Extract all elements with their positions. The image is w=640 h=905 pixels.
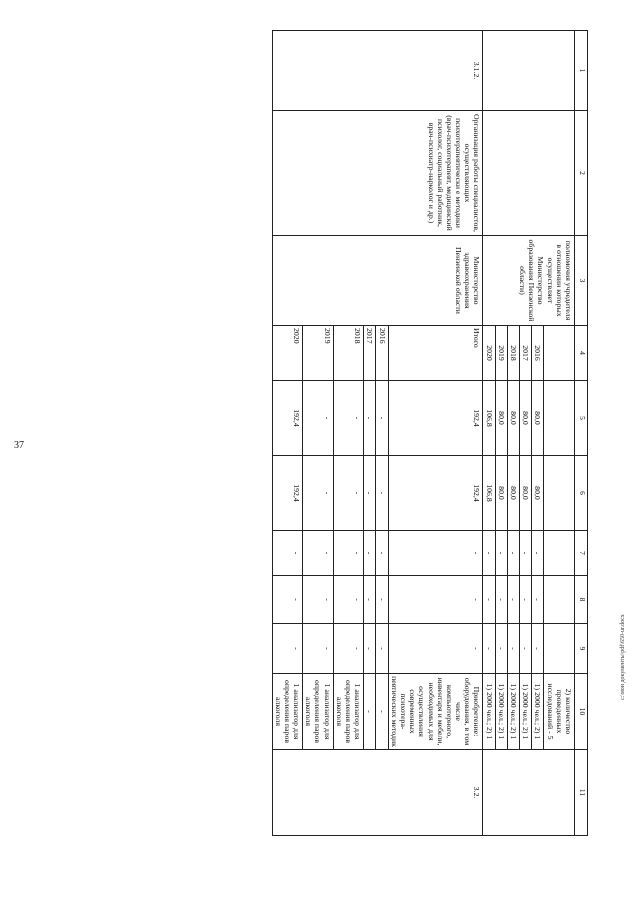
value-cell: - [483, 624, 495, 674]
value-cell: 106,8 [483, 456, 495, 531]
value-cell: - [376, 576, 388, 624]
cont-result-cell: 2) количество проведенных исследований - 5 [544, 674, 575, 750]
result-cell: 1) 2000 чел.; 2) 1 [495, 674, 507, 750]
value-cell: 80,0 [532, 381, 544, 456]
result-cell: - [364, 674, 376, 750]
value-cell: - [483, 531, 495, 576]
value-cell: 192,4 [388, 456, 483, 531]
value-cell: - [333, 456, 364, 531]
header-row [575, 31, 588, 836]
value-cell: - [303, 531, 334, 576]
program-table [272, 30, 588, 836]
value-cell: - [520, 624, 532, 674]
year-cell: 2019 [495, 326, 507, 381]
value-cell: 192,4 [272, 456, 303, 531]
col-1-header: 1 [575, 31, 588, 111]
value-cell: 192,4 [272, 381, 303, 456]
year-cell: 2017 [364, 326, 376, 381]
value-cell: - [532, 624, 544, 674]
value-cell: - [333, 381, 364, 456]
footer-file-path: c:\мои документы\pdf\650-ur.docx [620, 614, 626, 700]
value-cell: - [364, 531, 376, 576]
col-2-header: 2 [575, 111, 588, 236]
value-cell: - [520, 531, 532, 576]
col-5-header: 5 [575, 381, 588, 456]
value-cell: - [507, 531, 519, 576]
value-cell: - [376, 531, 388, 576]
value-cell: 192,4 [388, 381, 483, 456]
value-cell: 80,0 [532, 456, 544, 531]
total-label-cell: Итого [388, 326, 483, 381]
result-cell: - [376, 674, 388, 750]
cont-c6-cell [544, 456, 575, 531]
result-cell: 1) 2000 чел.; 2) 1 [507, 674, 519, 750]
value-cell: - [388, 624, 483, 674]
result-cell: 1 анализатор для определения паров алкоголя [303, 674, 334, 750]
col-4-header: 4 [575, 326, 588, 381]
cont-ref-cell [483, 750, 575, 836]
cont-c5-cell [544, 381, 575, 456]
item-ref-cell: 3.2. [272, 750, 483, 836]
value-cell: 80,0 [495, 456, 507, 531]
value-cell: - [495, 576, 507, 624]
value-cell: 80,0 [495, 381, 507, 456]
result-cell: 1) 2000 чел.; 2) 1 [483, 674, 495, 750]
value-cell: 80,0 [520, 381, 532, 456]
value-cell: - [388, 576, 483, 624]
cont-c9-cell [544, 624, 575, 674]
result-cell: 1 анализатор для определения паров алкоголя [272, 674, 303, 750]
table-row [388, 31, 483, 836]
value-cell: - [303, 576, 334, 624]
year-cell: 2016 [532, 326, 544, 381]
value-cell: - [532, 531, 544, 576]
value-cell: - [272, 624, 303, 674]
cont-name-cell [483, 111, 575, 236]
value-cell: - [364, 624, 376, 674]
value-cell: - [376, 381, 388, 456]
value-cell: - [376, 456, 388, 531]
value-cell: 80,0 [507, 381, 519, 456]
value-cell: - [272, 576, 303, 624]
value-cell: - [532, 576, 544, 624]
result-cell: 1) 2000 чел.; 2) 1 [532, 674, 544, 750]
value-cell: - [376, 624, 388, 674]
year-cell: 2020 [483, 326, 495, 381]
value-cell: - [364, 456, 376, 531]
value-cell: - [303, 624, 334, 674]
page-number: 37 [14, 440, 24, 451]
value-cell: - [272, 531, 303, 576]
year-cell: 2016 [376, 326, 388, 381]
cont-org-cell: полномочия учредителя в отношении которых осуществляет Министерство образования Пензенской области) [483, 236, 575, 326]
result-cell: Приобретение: оборудования, в том числе компьютерного, инвентаря и мебели, необходимых для осуществления современных психотера-певтических методик [388, 674, 483, 750]
year-cell: 2017 [520, 326, 532, 381]
value-cell: - [388, 531, 483, 576]
col-8-header: 8 [575, 576, 588, 624]
table-row [544, 31, 575, 836]
value-cell: - [507, 576, 519, 624]
item-name-cell: Организация работы специалистов, осуществляющих психотерапевтически е методики (врач-психотерапевт, медицинский психолог, социальный работник, врач-психиатр-нарколог и др.) [272, 111, 483, 236]
item-org-cell: Министерство здравоохранения Пензенской области [272, 236, 483, 326]
value-cell: - [333, 531, 364, 576]
cont-year-cell [544, 326, 575, 381]
cont-num-cell [483, 31, 575, 111]
year-cell: 2020 [272, 326, 303, 381]
item-num-cell: 3.1.2. [272, 31, 483, 111]
result-cell: 1) 2000 чел.; 2) 1 [520, 674, 532, 750]
value-cell: - [303, 456, 334, 531]
value-cell: - [333, 624, 364, 674]
cont-c7-cell [544, 531, 575, 576]
value-cell: 106,8 [483, 381, 495, 456]
col-3-header: 3 [575, 236, 588, 326]
year-cell: 2018 [333, 326, 364, 381]
col-10-header: 10 [575, 674, 588, 750]
value-cell: 80,0 [520, 456, 532, 531]
result-cell: 1 анализатор для определения паров алкоголя [333, 674, 364, 750]
value-cell: - [303, 381, 334, 456]
year-cell: 2018 [507, 326, 519, 381]
year-cell: 2019 [303, 326, 334, 381]
value-cell: - [333, 576, 364, 624]
value-cell: - [495, 624, 507, 674]
value-cell: - [495, 531, 507, 576]
col-9-header: 9 [575, 624, 588, 674]
value-cell: - [483, 576, 495, 624]
value-cell: - [364, 576, 376, 624]
cont-c8-cell [544, 576, 575, 624]
col-11-header: 11 [575, 750, 588, 836]
value-cell: - [364, 381, 376, 456]
col-6-header: 6 [575, 456, 588, 531]
value-cell: - [507, 624, 519, 674]
value-cell: - [520, 576, 532, 624]
rotated-table-container [58, 30, 588, 835]
col-7-header: 7 [575, 531, 588, 576]
value-cell: 80,0 [507, 456, 519, 531]
